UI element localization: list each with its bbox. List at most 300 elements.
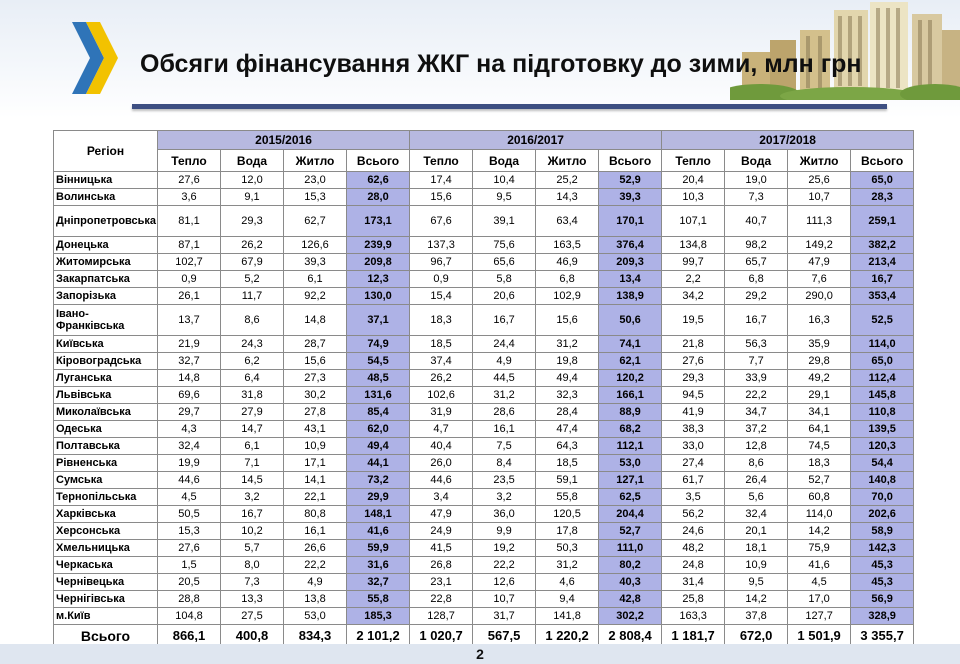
column-header: Тепло bbox=[662, 150, 725, 172]
grand-total-cell: 3 355,7 bbox=[851, 625, 914, 648]
value-cell: 43,1 bbox=[284, 421, 347, 438]
subheader-row bbox=[54, 150, 914, 172]
table-row bbox=[54, 206, 914, 237]
table-row bbox=[54, 523, 914, 540]
value-cell: 36,0 bbox=[473, 506, 536, 523]
value-cell: 31,2 bbox=[473, 387, 536, 404]
value-cell: 10,2 bbox=[221, 523, 284, 540]
value-cell: 17,1 bbox=[284, 455, 347, 472]
value-cell: 141,8 bbox=[536, 608, 599, 625]
value-cell: 14,7 bbox=[221, 421, 284, 438]
column-header: Вода bbox=[473, 150, 536, 172]
value-cell: 10,7 bbox=[473, 591, 536, 608]
value-cell: 94,5 bbox=[662, 387, 725, 404]
value-cell: 27,9 bbox=[221, 404, 284, 421]
value-cell: 27,8 bbox=[284, 404, 347, 421]
grand-total-cell: 834,3 bbox=[284, 625, 347, 648]
total-cell: 140,8 bbox=[851, 472, 914, 489]
value-cell: 4,7 bbox=[410, 421, 473, 438]
total-cell: 302,2 bbox=[599, 608, 662, 625]
value-cell: 37,4 bbox=[410, 353, 473, 370]
total-cell: 62,5 bbox=[599, 489, 662, 506]
year-header: 2015/2016 bbox=[158, 131, 410, 150]
value-cell: 16,1 bbox=[284, 523, 347, 540]
value-cell: 26,8 bbox=[410, 557, 473, 574]
value-cell: 4,6 bbox=[536, 574, 599, 591]
value-cell: 7,3 bbox=[725, 189, 788, 206]
value-cell: 14,1 bbox=[284, 472, 347, 489]
value-cell: 20,5 bbox=[158, 574, 221, 591]
total-cell: 131,6 bbox=[347, 387, 410, 404]
value-cell: 7,7 bbox=[725, 353, 788, 370]
value-cell: 10,3 bbox=[662, 189, 725, 206]
value-cell: 134,8 bbox=[662, 237, 725, 254]
value-cell: 12,0 bbox=[221, 172, 284, 189]
total-cell: 328,9 bbox=[851, 608, 914, 625]
value-cell: 8,6 bbox=[221, 305, 284, 336]
value-cell: 7,3 bbox=[221, 574, 284, 591]
value-cell: 12,8 bbox=[725, 438, 788, 455]
value-cell: 23,5 bbox=[473, 472, 536, 489]
value-cell: 34,1 bbox=[788, 404, 851, 421]
value-cell: 19,5 bbox=[662, 305, 725, 336]
value-cell: 5,6 bbox=[725, 489, 788, 506]
column-header: Житло bbox=[284, 150, 347, 172]
total-cell: 120,2 bbox=[599, 370, 662, 387]
region-name: Дніпропетровська bbox=[54, 206, 158, 237]
value-cell: 15,4 bbox=[410, 288, 473, 305]
table-row bbox=[54, 370, 914, 387]
grand-total-cell: 400,8 bbox=[221, 625, 284, 648]
value-cell: 50,5 bbox=[158, 506, 221, 523]
value-cell: 19,9 bbox=[158, 455, 221, 472]
value-cell: 14,2 bbox=[788, 523, 851, 540]
value-cell: 75,9 bbox=[788, 540, 851, 557]
value-cell: 120,5 bbox=[536, 506, 599, 523]
total-cell: 148,1 bbox=[347, 506, 410, 523]
total-cell: 40,3 bbox=[599, 574, 662, 591]
value-cell: 21,8 bbox=[662, 336, 725, 353]
total-cell: 49,4 bbox=[347, 438, 410, 455]
table-row bbox=[54, 472, 914, 489]
value-cell: 6,2 bbox=[221, 353, 284, 370]
value-cell: 107,1 bbox=[662, 206, 725, 237]
region-name: Кіровоградська bbox=[54, 353, 158, 370]
value-cell: 18,3 bbox=[788, 455, 851, 472]
column-header: Вода bbox=[221, 150, 284, 172]
value-cell: 19,2 bbox=[473, 540, 536, 557]
region-column-header: Регіон bbox=[54, 131, 158, 172]
value-cell: 27,6 bbox=[158, 172, 221, 189]
value-cell: 104,8 bbox=[158, 608, 221, 625]
value-cell: 9,5 bbox=[473, 189, 536, 206]
total-cell: 62,1 bbox=[599, 353, 662, 370]
total-cell: 142,3 bbox=[851, 540, 914, 557]
value-cell: 41,6 bbox=[788, 557, 851, 574]
total-cell: 70,0 bbox=[851, 489, 914, 506]
value-cell: 14,2 bbox=[725, 591, 788, 608]
value-cell: 22,2 bbox=[725, 387, 788, 404]
value-cell: 21,9 bbox=[158, 336, 221, 353]
value-cell: 28,7 bbox=[284, 336, 347, 353]
total-cell: 16,7 bbox=[851, 271, 914, 288]
value-cell: 16,1 bbox=[473, 421, 536, 438]
value-cell: 26,2 bbox=[221, 237, 284, 254]
total-cell: 54,4 bbox=[851, 455, 914, 472]
value-cell: 102,9 bbox=[536, 288, 599, 305]
value-cell: 5,8 bbox=[473, 271, 536, 288]
value-cell: 22,8 bbox=[410, 591, 473, 608]
value-cell: 17,4 bbox=[410, 172, 473, 189]
value-cell: 6,1 bbox=[221, 438, 284, 455]
total-cell: 62,6 bbox=[347, 172, 410, 189]
value-cell: 17,8 bbox=[536, 523, 599, 540]
table-row bbox=[54, 557, 914, 574]
grand-total-cell: 1 501,9 bbox=[788, 625, 851, 648]
total-cell: 29,9 bbox=[347, 489, 410, 506]
value-cell: 28,6 bbox=[473, 404, 536, 421]
value-cell: 26,0 bbox=[410, 455, 473, 472]
value-cell: 13,8 bbox=[284, 591, 347, 608]
value-cell: 52,7 bbox=[788, 472, 851, 489]
region-name: Івано-Франківська bbox=[54, 305, 158, 336]
table-row bbox=[54, 172, 914, 189]
value-cell: 17,0 bbox=[788, 591, 851, 608]
total-cell: 62,0 bbox=[347, 421, 410, 438]
total-cell: 50,6 bbox=[599, 305, 662, 336]
value-cell: 27,3 bbox=[284, 370, 347, 387]
value-cell: 31,2 bbox=[536, 336, 599, 353]
total-cell: 54,5 bbox=[347, 353, 410, 370]
total-cell: 55,8 bbox=[347, 591, 410, 608]
value-cell: 44,6 bbox=[158, 472, 221, 489]
total-cell: 139,5 bbox=[851, 421, 914, 438]
value-cell: 25,8 bbox=[662, 591, 725, 608]
table-row bbox=[54, 387, 914, 404]
value-cell: 28,8 bbox=[158, 591, 221, 608]
column-header: Вода bbox=[725, 150, 788, 172]
table-row bbox=[54, 540, 914, 557]
value-cell: 32,7 bbox=[158, 353, 221, 370]
value-cell: 74,5 bbox=[788, 438, 851, 455]
value-cell: 16,7 bbox=[725, 305, 788, 336]
total-cell: 73,2 bbox=[347, 472, 410, 489]
value-cell: 47,4 bbox=[536, 421, 599, 438]
value-cell: 33,0 bbox=[662, 438, 725, 455]
value-cell: 18,5 bbox=[410, 336, 473, 353]
value-cell: 29,3 bbox=[662, 370, 725, 387]
value-cell: 4,9 bbox=[473, 353, 536, 370]
value-cell: 9,9 bbox=[473, 523, 536, 540]
total-cell: 145,8 bbox=[851, 387, 914, 404]
value-cell: 7,6 bbox=[788, 271, 851, 288]
total-cell: 259,1 bbox=[851, 206, 914, 237]
table-row bbox=[54, 591, 914, 608]
grand-total-cell: 2 101,2 bbox=[347, 625, 410, 648]
total-cell: 74,1 bbox=[599, 336, 662, 353]
value-cell: 18,3 bbox=[410, 305, 473, 336]
value-cell: 14,8 bbox=[158, 370, 221, 387]
value-cell: 15,3 bbox=[284, 189, 347, 206]
region-name: м.Київ bbox=[54, 608, 158, 625]
value-cell: 3,2 bbox=[473, 489, 536, 506]
value-cell: 64,1 bbox=[788, 421, 851, 438]
total-cell: 65,0 bbox=[851, 172, 914, 189]
table-body bbox=[54, 172, 914, 648]
value-cell: 16,7 bbox=[473, 305, 536, 336]
value-cell: 102,7 bbox=[158, 254, 221, 271]
value-cell: 15,3 bbox=[158, 523, 221, 540]
table-row bbox=[54, 237, 914, 254]
value-cell: 3,5 bbox=[662, 489, 725, 506]
financing-table bbox=[53, 130, 914, 648]
column-header: Всього bbox=[347, 150, 410, 172]
title-underline bbox=[132, 104, 887, 109]
table-row bbox=[54, 288, 914, 305]
value-cell: 18,1 bbox=[725, 540, 788, 557]
total-cell: 37,1 bbox=[347, 305, 410, 336]
table-row bbox=[54, 271, 914, 288]
value-cell: 34,7 bbox=[725, 404, 788, 421]
grand-total-label: Всього bbox=[54, 625, 158, 648]
value-cell: 31,7 bbox=[473, 608, 536, 625]
value-cell: 35,9 bbox=[788, 336, 851, 353]
total-cell: 120,3 bbox=[851, 438, 914, 455]
value-cell: 37,8 bbox=[725, 608, 788, 625]
column-header: Тепло bbox=[410, 150, 473, 172]
value-cell: 49,2 bbox=[788, 370, 851, 387]
value-cell: 111,3 bbox=[788, 206, 851, 237]
total-cell: 12,3 bbox=[347, 271, 410, 288]
value-cell: 63,4 bbox=[536, 206, 599, 237]
value-cell: 22,1 bbox=[284, 489, 347, 506]
region-name: Київська bbox=[54, 336, 158, 353]
value-cell: 20,6 bbox=[473, 288, 536, 305]
value-cell: 24,8 bbox=[662, 557, 725, 574]
value-cell: 26,4 bbox=[725, 472, 788, 489]
total-cell: 209,3 bbox=[599, 254, 662, 271]
grand-total-cell: 1 020,7 bbox=[410, 625, 473, 648]
value-cell: 41,9 bbox=[662, 404, 725, 421]
region-name: Вінницька bbox=[54, 172, 158, 189]
table-row bbox=[54, 506, 914, 523]
value-cell: 24,6 bbox=[662, 523, 725, 540]
total-cell: 166,1 bbox=[599, 387, 662, 404]
table-row bbox=[54, 608, 914, 625]
value-cell: 55,8 bbox=[536, 489, 599, 506]
total-cell: 88,9 bbox=[599, 404, 662, 421]
region-name: Запорізька bbox=[54, 288, 158, 305]
value-cell: 9,5 bbox=[725, 574, 788, 591]
total-cell: 52,5 bbox=[851, 305, 914, 336]
value-cell: 61,7 bbox=[662, 472, 725, 489]
value-cell: 30,2 bbox=[284, 387, 347, 404]
value-cell: 98,2 bbox=[725, 237, 788, 254]
total-cell: 31,6 bbox=[347, 557, 410, 574]
region-name: Черкаська bbox=[54, 557, 158, 574]
value-cell: 37,2 bbox=[725, 421, 788, 438]
table-row bbox=[54, 421, 914, 438]
total-cell: 114,0 bbox=[851, 336, 914, 353]
column-header: Всього bbox=[851, 150, 914, 172]
total-cell: 239,9 bbox=[347, 237, 410, 254]
region-name: Чернівецька bbox=[54, 574, 158, 591]
column-header: Всього bbox=[599, 150, 662, 172]
value-cell: 3,2 bbox=[221, 489, 284, 506]
value-cell: 65,6 bbox=[473, 254, 536, 271]
grand-total-cell: 567,5 bbox=[473, 625, 536, 648]
value-cell: 34,2 bbox=[662, 288, 725, 305]
value-cell: 11,7 bbox=[221, 288, 284, 305]
value-cell: 14,3 bbox=[536, 189, 599, 206]
value-cell: 31,9 bbox=[410, 404, 473, 421]
table-row bbox=[54, 189, 914, 206]
value-cell: 15,6 bbox=[410, 189, 473, 206]
total-cell: 185,3 bbox=[347, 608, 410, 625]
region-name: Миколаївська bbox=[54, 404, 158, 421]
value-cell: 3,4 bbox=[410, 489, 473, 506]
grand-total-cell: 2 808,4 bbox=[599, 625, 662, 648]
value-cell: 47,9 bbox=[788, 254, 851, 271]
total-cell: 202,6 bbox=[851, 506, 914, 523]
total-cell: 59,9 bbox=[347, 540, 410, 557]
value-cell: 69,6 bbox=[158, 387, 221, 404]
value-cell: 22,2 bbox=[284, 557, 347, 574]
total-cell: 28,0 bbox=[347, 189, 410, 206]
value-cell: 2,2 bbox=[662, 271, 725, 288]
total-cell: 39,3 bbox=[599, 189, 662, 206]
value-cell: 14,5 bbox=[221, 472, 284, 489]
total-cell: 13,4 bbox=[599, 271, 662, 288]
value-cell: 12,6 bbox=[473, 574, 536, 591]
value-cell: 14,8 bbox=[284, 305, 347, 336]
year-header: 2017/2018 bbox=[662, 131, 914, 150]
total-cell: 28,3 bbox=[851, 189, 914, 206]
value-cell: 16,3 bbox=[788, 305, 851, 336]
value-cell: 67,9 bbox=[221, 254, 284, 271]
value-cell: 56,2 bbox=[662, 506, 725, 523]
value-cell: 163,3 bbox=[662, 608, 725, 625]
value-cell: 27,6 bbox=[662, 353, 725, 370]
value-cell: 40,4 bbox=[410, 438, 473, 455]
value-cell: 19,0 bbox=[725, 172, 788, 189]
total-cell: 65,0 bbox=[851, 353, 914, 370]
region-name: Тернопільська bbox=[54, 489, 158, 506]
value-cell: 7,1 bbox=[221, 455, 284, 472]
value-cell: 149,2 bbox=[788, 237, 851, 254]
value-cell: 28,4 bbox=[536, 404, 599, 421]
table-row bbox=[54, 254, 914, 271]
value-cell: 47,9 bbox=[410, 506, 473, 523]
table-row bbox=[54, 574, 914, 591]
region-name: Харківська bbox=[54, 506, 158, 523]
total-cell: 41,6 bbox=[347, 523, 410, 540]
value-cell: 15,6 bbox=[284, 353, 347, 370]
region-name: Чернігівська bbox=[54, 591, 158, 608]
value-cell: 0,9 bbox=[158, 271, 221, 288]
value-cell: 7,5 bbox=[473, 438, 536, 455]
value-cell: 29,2 bbox=[725, 288, 788, 305]
value-cell: 92,2 bbox=[284, 288, 347, 305]
value-cell: 23,1 bbox=[410, 574, 473, 591]
table-row bbox=[54, 438, 914, 455]
value-cell: 0,9 bbox=[410, 271, 473, 288]
value-cell: 44,5 bbox=[473, 370, 536, 387]
total-cell: 382,2 bbox=[851, 237, 914, 254]
value-cell: 56,3 bbox=[725, 336, 788, 353]
value-cell: 6,1 bbox=[284, 271, 347, 288]
region-name: Одеська bbox=[54, 421, 158, 438]
value-cell: 29,3 bbox=[221, 206, 284, 237]
table-row bbox=[54, 404, 914, 421]
value-cell: 62,7 bbox=[284, 206, 347, 237]
value-cell: 25,2 bbox=[536, 172, 599, 189]
total-cell: 52,9 bbox=[599, 172, 662, 189]
value-cell: 10,7 bbox=[788, 189, 851, 206]
value-cell: 46,9 bbox=[536, 254, 599, 271]
value-cell: 60,8 bbox=[788, 489, 851, 506]
value-cell: 27,6 bbox=[158, 540, 221, 557]
region-name: Закарпатська bbox=[54, 271, 158, 288]
value-cell: 126,6 bbox=[284, 237, 347, 254]
total-cell: 173,1 bbox=[347, 206, 410, 237]
total-cell: 80,2 bbox=[599, 557, 662, 574]
region-name: Волинська bbox=[54, 189, 158, 206]
value-cell: 3,6 bbox=[158, 189, 221, 206]
value-cell: 163,5 bbox=[536, 237, 599, 254]
value-cell: 29,7 bbox=[158, 404, 221, 421]
total-cell: 42,8 bbox=[599, 591, 662, 608]
value-cell: 29,1 bbox=[788, 387, 851, 404]
value-cell: 22,2 bbox=[473, 557, 536, 574]
grand-total-cell: 866,1 bbox=[158, 625, 221, 648]
total-cell: 68,2 bbox=[599, 421, 662, 438]
value-cell: 49,4 bbox=[536, 370, 599, 387]
total-cell: 53,0 bbox=[599, 455, 662, 472]
total-cell: 52,7 bbox=[599, 523, 662, 540]
chevron-logo bbox=[72, 22, 118, 94]
value-cell: 25,6 bbox=[788, 172, 851, 189]
value-cell: 4,9 bbox=[284, 574, 347, 591]
value-cell: 39,1 bbox=[473, 206, 536, 237]
value-cell: 8,4 bbox=[473, 455, 536, 472]
value-cell: 29,8 bbox=[788, 353, 851, 370]
value-cell: 31,2 bbox=[536, 557, 599, 574]
value-cell: 59,1 bbox=[536, 472, 599, 489]
value-cell: 10,9 bbox=[284, 438, 347, 455]
value-cell: 6,4 bbox=[221, 370, 284, 387]
total-cell: 170,1 bbox=[599, 206, 662, 237]
column-header: Житло bbox=[788, 150, 851, 172]
value-cell: 137,3 bbox=[410, 237, 473, 254]
value-cell: 81,1 bbox=[158, 206, 221, 237]
value-cell: 128,7 bbox=[410, 608, 473, 625]
value-cell: 4,5 bbox=[788, 574, 851, 591]
value-cell: 31,8 bbox=[221, 387, 284, 404]
total-cell: 44,1 bbox=[347, 455, 410, 472]
year-header: 2016/2017 bbox=[410, 131, 662, 150]
value-cell: 102,6 bbox=[410, 387, 473, 404]
value-cell: 32,4 bbox=[158, 438, 221, 455]
grand-total-cell: 1 220,2 bbox=[536, 625, 599, 648]
total-cell: 48,5 bbox=[347, 370, 410, 387]
value-cell: 24,9 bbox=[410, 523, 473, 540]
total-cell: 32,7 bbox=[347, 574, 410, 591]
value-cell: 4,3 bbox=[158, 421, 221, 438]
table-row bbox=[54, 353, 914, 370]
value-cell: 4,5 bbox=[158, 489, 221, 506]
value-cell: 8,0 bbox=[221, 557, 284, 574]
